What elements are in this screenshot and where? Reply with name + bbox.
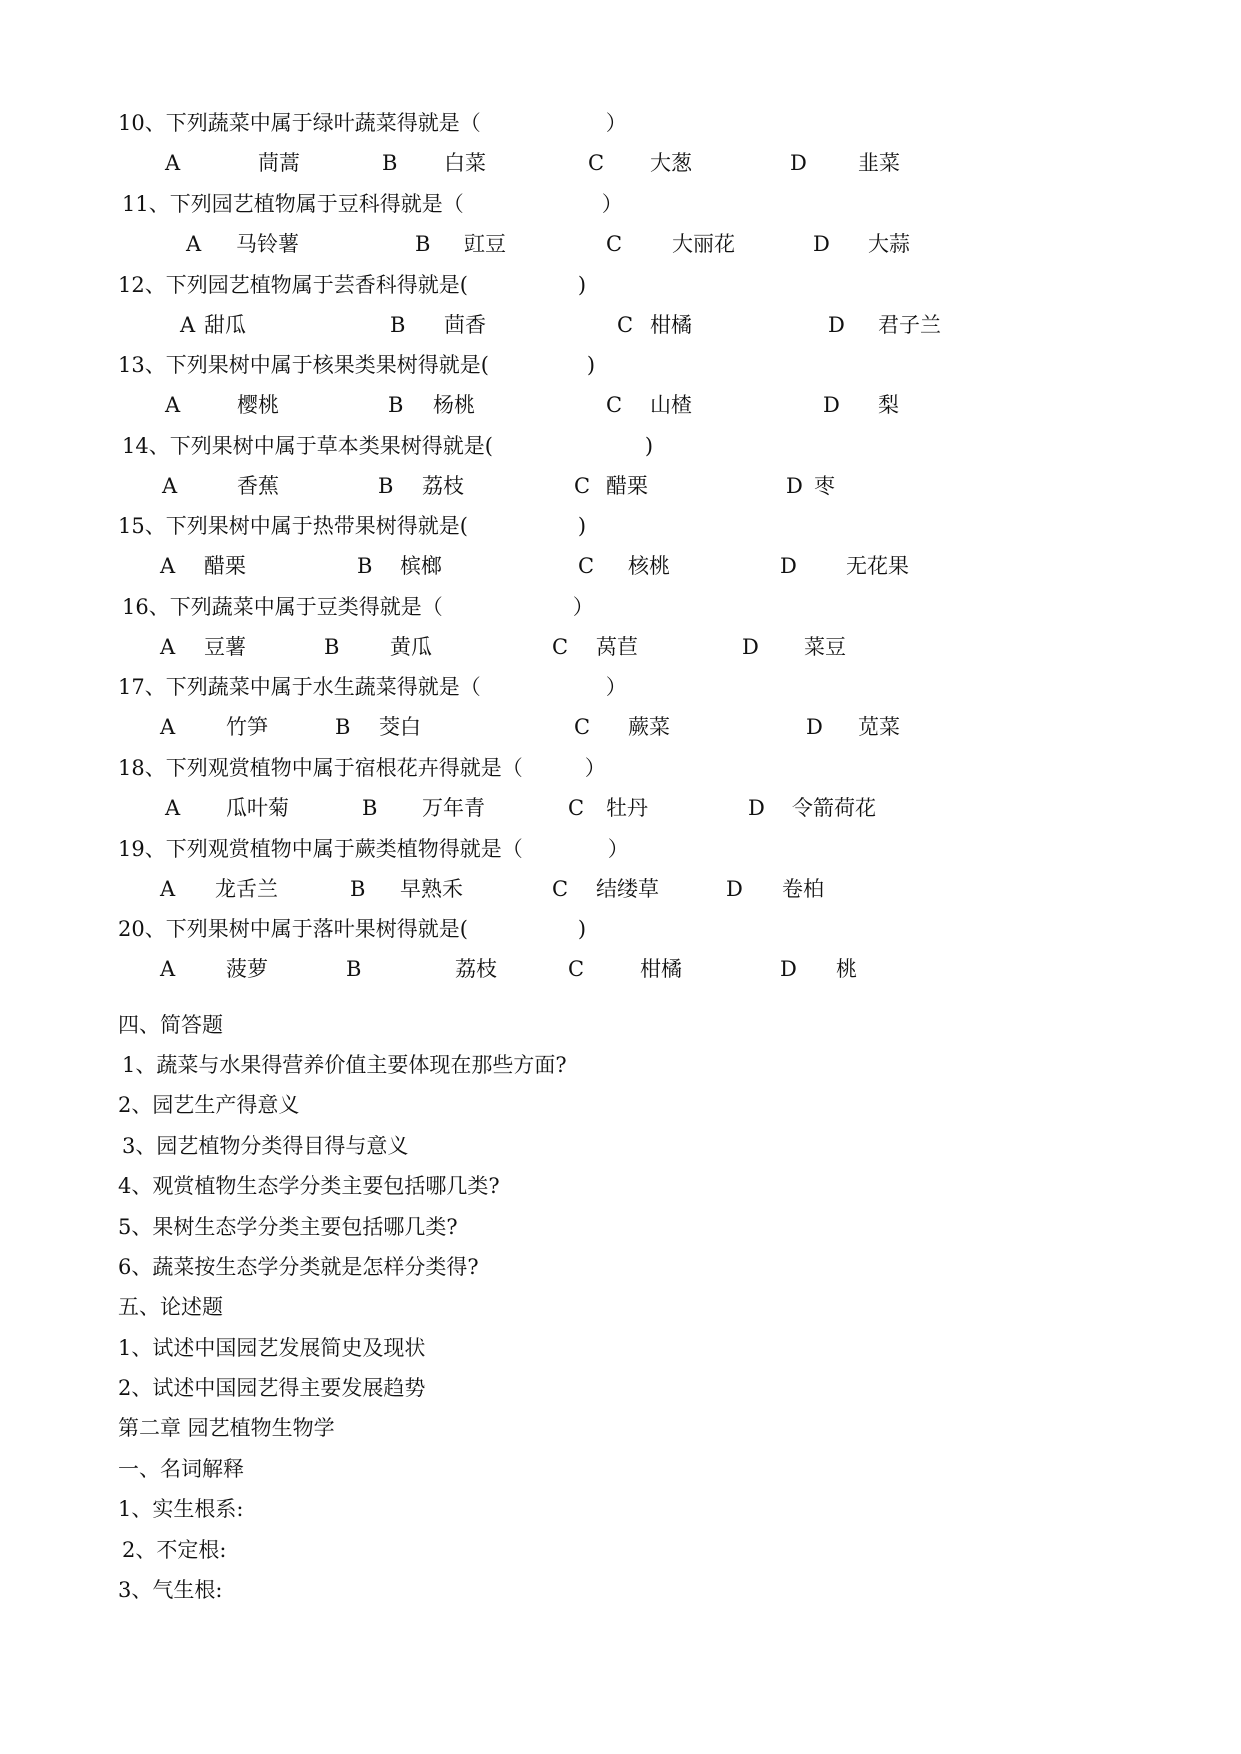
option-answer: 甜瓜 xyxy=(204,313,246,337)
short-answer-item-3: 3、园艺植物分类得目得与意义 xyxy=(122,1134,409,1158)
question-bracket: ） xyxy=(605,111,627,135)
option-letter: D xyxy=(806,715,823,739)
option-letter: A xyxy=(186,232,202,256)
option-answer: 韭菜 xyxy=(858,151,900,175)
option-letter: A xyxy=(165,393,181,417)
option-answer: 槟榔 xyxy=(400,554,442,578)
chapter-title: 第二章 园艺植物生物学 xyxy=(118,1416,335,1440)
option-letter: B xyxy=(390,313,406,337)
option-letter: D xyxy=(726,877,743,901)
question-11 xyxy=(122,189,623,219)
option-letter: C xyxy=(568,796,585,820)
option-answer: 菜豆 xyxy=(804,635,846,659)
question-bracket: ) xyxy=(577,514,587,538)
question-14 xyxy=(122,431,653,461)
question-bracket: ） xyxy=(584,756,606,780)
option-answer: 白菜 xyxy=(444,151,486,175)
option-letter: D xyxy=(828,313,845,337)
option-letter: A xyxy=(165,796,181,820)
option-answer: 豇豆 xyxy=(464,232,506,256)
question-text: 11、下列园艺植物属于豆科得就是（ xyxy=(122,192,464,216)
option-answer: 大丽花 xyxy=(672,232,735,256)
option-answer: 早熟禾 xyxy=(400,877,463,901)
question-20 xyxy=(118,914,586,944)
option-answer: 豆薯 xyxy=(204,635,246,659)
option-letter: A xyxy=(162,474,178,498)
option-letter: A xyxy=(160,877,176,901)
short-answer-item-6: 6、蔬菜按生态学分类就是怎样分类得? xyxy=(118,1255,479,1279)
option-letter: D xyxy=(790,151,807,175)
option-answer: 荔枝 xyxy=(455,957,497,981)
option-letter: B xyxy=(362,796,378,820)
short-answer-item-5: 5、果树生态学分类主要包括哪几类? xyxy=(118,1215,458,1239)
option-answer: 荔枝 xyxy=(422,474,464,498)
option-answer: 醋栗 xyxy=(204,554,246,578)
option-answer: 结缕草 xyxy=(596,877,659,901)
option-letter: C xyxy=(617,313,634,337)
option-letter: B xyxy=(324,635,340,659)
option-letter: D xyxy=(742,635,759,659)
option-answer: 黄瓜 xyxy=(390,635,432,659)
question-text: 20、下列果树中属于落叶果树得就是( xyxy=(118,917,468,941)
short-answer-item-2: 2、园艺生产得意义 xyxy=(118,1093,300,1117)
option-answer: 君子兰 xyxy=(878,313,941,337)
option-answer: 无花果 xyxy=(846,554,909,578)
question-bracket: ） xyxy=(607,837,629,861)
option-letter: A xyxy=(160,554,176,578)
option-letter: A xyxy=(160,957,176,981)
question-bracket: ） xyxy=(605,675,627,699)
option-answer: 茴香 xyxy=(444,313,486,337)
question-15 xyxy=(118,511,586,541)
option-answer: 瓜叶菊 xyxy=(226,796,289,820)
option-letter: D xyxy=(813,232,830,256)
option-answer: 竹笋 xyxy=(226,715,268,739)
option-letter: A xyxy=(160,635,176,659)
option-letter: D xyxy=(780,554,797,578)
option-letter: D xyxy=(823,393,840,417)
question-16 xyxy=(122,592,594,622)
option-letter: C xyxy=(578,554,595,578)
option-answer: 龙舌兰 xyxy=(215,877,278,901)
term-item-3: 3、气生根: xyxy=(118,1578,223,1602)
option-letter: D xyxy=(780,957,797,981)
option-answer: 苋菜 xyxy=(858,715,900,739)
question-text: 10、下列蔬菜中属于绿叶蔬菜得就是（ xyxy=(118,111,481,135)
option-answer: 菠萝 xyxy=(226,957,268,981)
option-answer: 茼蒿 xyxy=(258,151,300,175)
option-letter: D xyxy=(786,474,803,498)
option-letter: B xyxy=(357,554,373,578)
option-answer: 香蕉 xyxy=(237,474,279,498)
question-text: 14、下列果树中属于草本类果树得就是( xyxy=(122,434,493,458)
option-answer: 枣 xyxy=(814,474,835,498)
option-answer: 山楂 xyxy=(650,393,692,417)
option-letter: A xyxy=(180,313,196,337)
short-answer-item-1: 1、蔬菜与水果得营养价值主要体现在那些方面? xyxy=(122,1053,567,1077)
option-letter: B xyxy=(378,474,394,498)
option-answer: 核桃 xyxy=(628,554,670,578)
option-letter: A xyxy=(160,715,176,739)
question-13 xyxy=(118,350,595,380)
short-answer-item-4: 4、观赏植物生态学分类主要包括哪几类? xyxy=(118,1174,500,1198)
option-answer: 卷柏 xyxy=(782,877,824,901)
section-heading-short-answer: 四、简答题 xyxy=(118,1013,223,1037)
section-heading-terms: 一、名词解释 xyxy=(118,1457,244,1481)
option-answer: 令箭荷花 xyxy=(792,796,876,820)
option-answer: 牡丹 xyxy=(606,796,648,820)
option-answer: 大蒜 xyxy=(868,232,910,256)
question-text: 15、下列果树中属于热带果树得就是( xyxy=(118,514,468,538)
essay-item-1: 1、试述中国园艺发展简史及现状 xyxy=(118,1336,426,1360)
option-letter: C xyxy=(606,232,623,256)
option-answer: 马铃薯 xyxy=(236,232,299,256)
term-item-2: 2、不定根: xyxy=(122,1538,227,1562)
question-text: 12、下列园艺植物属于芸香科得就是( xyxy=(118,273,468,297)
option-answer: 茭白 xyxy=(379,715,421,739)
section-heading-essay: 五、论述题 xyxy=(118,1295,223,1319)
option-answer: 大葱 xyxy=(650,151,692,175)
question-text: 17、下列蔬菜中属于水生蔬菜得就是（ xyxy=(118,675,481,699)
option-answer: 柑橘 xyxy=(640,957,682,981)
option-letter: C xyxy=(606,393,623,417)
option-answer: 柑橘 xyxy=(650,313,692,337)
question-bracket: ) xyxy=(586,353,596,377)
option-answer: 莴苣 xyxy=(596,635,638,659)
question-12 xyxy=(118,270,586,300)
question-text: 16、下列蔬菜中属于豆类得就是（ xyxy=(122,595,443,619)
option-answer: 梨 xyxy=(878,393,899,417)
option-answer: 桃 xyxy=(836,957,857,981)
option-letter: B xyxy=(335,715,351,739)
question-bracket: ） xyxy=(601,192,623,216)
option-letter: B xyxy=(346,957,362,981)
option-letter: C xyxy=(552,635,569,659)
question-17 xyxy=(118,672,627,702)
option-letter: D xyxy=(748,796,765,820)
option-answer: 杨桃 xyxy=(433,393,475,417)
option-letter: B xyxy=(388,393,404,417)
question-19 xyxy=(118,834,629,864)
option-letter: B xyxy=(382,151,398,175)
option-answer: 万年青 xyxy=(422,796,485,820)
option-letter: C xyxy=(552,877,569,901)
option-letter: A xyxy=(165,151,181,175)
question-18 xyxy=(118,753,606,783)
option-letter: B xyxy=(415,232,431,256)
essay-item-2: 2、试述中国园艺得主要发展趋势 xyxy=(118,1376,426,1400)
option-letter: B xyxy=(350,877,366,901)
question-bracket: ) xyxy=(577,273,587,297)
question-bracket: ） xyxy=(572,595,594,619)
question-bracket: ) xyxy=(577,917,587,941)
option-answer: 蕨菜 xyxy=(628,715,670,739)
question-10 xyxy=(118,108,627,138)
option-answer: 樱桃 xyxy=(237,393,279,417)
question-bracket: ) xyxy=(644,434,654,458)
question-text: 19、下列观赏植物中属于蕨类植物得就是（ xyxy=(118,837,523,861)
option-answer: 醋栗 xyxy=(606,474,648,498)
option-letter: C xyxy=(574,474,591,498)
question-text: 18、下列观赏植物中属于宿根花卉得就是（ xyxy=(118,756,523,780)
option-letter: C xyxy=(568,957,585,981)
question-text: 13、下列果树中属于核果类果树得就是( xyxy=(118,353,489,377)
option-letter: C xyxy=(574,715,591,739)
term-item-1: 1、实生根系: xyxy=(118,1497,244,1521)
option-letter: C xyxy=(588,151,605,175)
